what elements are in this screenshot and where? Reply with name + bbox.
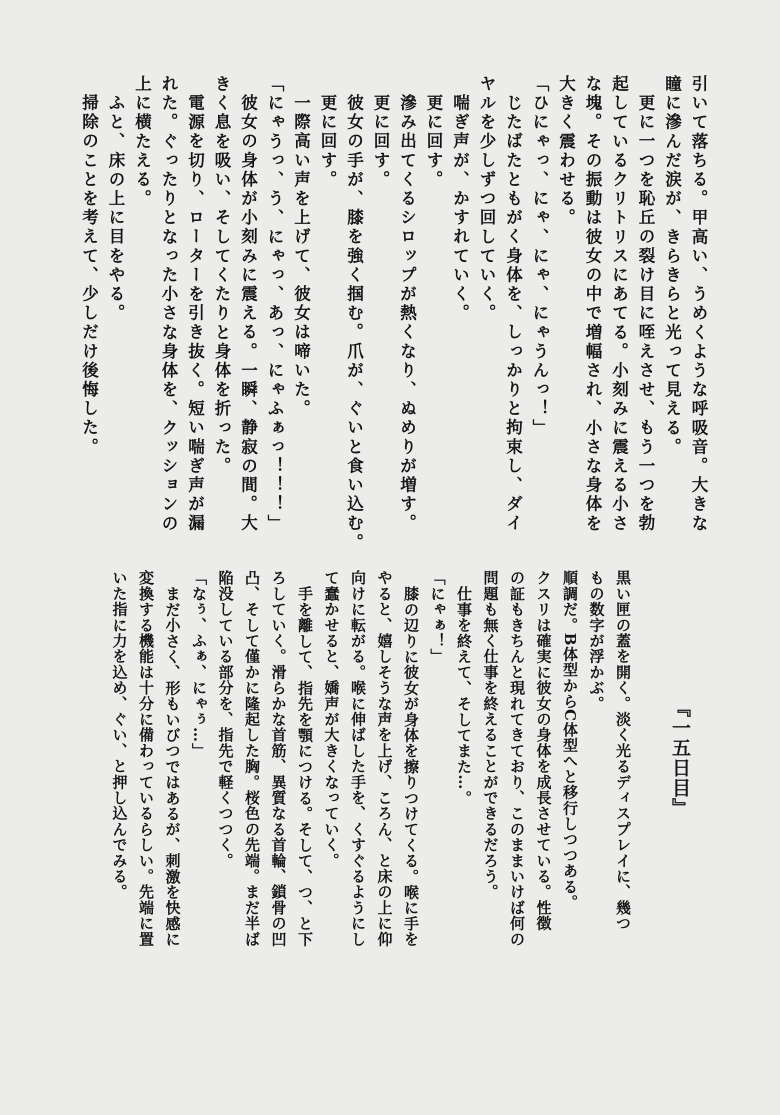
text-line: 滲み出てくるシロップが熱くなり、ぬめりが増す。 [397, 94, 417, 534]
text-line: 更に回す。 [371, 94, 390, 190]
text-line: 向けに転がる。喉に伸ばした手を、くすぐるようにし [349, 570, 367, 947]
text-line: 電源を切り、ローターを引き抜く。短い喘ぎ声が漏 [185, 94, 205, 534]
bottom-text-block [106, 570, 636, 960]
text-line: 変換する機能は十分に備わっているらしい。先端に置 [137, 570, 155, 947]
text-line: 黒い匣の蓋を開く。淡く光るディスプレイに、幾つ [614, 570, 632, 932]
text-line: 喘ぎ声が、かすれていく。 [450, 94, 470, 324]
text-line: 更に回す。 [424, 94, 443, 190]
text-line: 「ひにゃっ、にゃ、にゃ、にゃうんっ！」 [530, 75, 549, 438]
text-line: まだ小さく、形もいびつではあるが、刺激を快感に [163, 586, 182, 948]
text-line: 仕事を終えて、そしてまた…。 [455, 586, 473, 806]
text-line: 膝の辺りに彼女が身体を擦りつけてくる。喉に手を [402, 586, 420, 948]
text-line: 「にゃうっ、う、にゃっ、あっ、にゃふぁっ！！！」 [265, 75, 284, 534]
text-line: な塊。その振動は彼女の中で増幅され、小さな身体を [583, 75, 602, 534]
text-line: ヤルを少しずつ回していく。 [477, 75, 496, 324]
text-line: 大きく震わせる。 [556, 75, 576, 228]
text-line: 凸、そして僅かに隆起した胸。桜色の先端。まだ半ば [243, 570, 261, 947]
text-line: 問題も無く仕事を終えることができるだろう。 [481, 570, 500, 900]
text-line: て蠢かせると、嬌声が大きくなっていく。 [322, 570, 341, 869]
text-line: 更に回す。 [318, 94, 337, 190]
text-line: 掃除のことを考えて、少しだけ後悔した。 [79, 94, 99, 457]
text-line: 彼女の身体が小刻みに震える。一瞬、静寂の間。大 [238, 94, 258, 534]
chapter-title: 『一五日目』 [669, 698, 691, 818]
text-line: れた。ぐったりとなった小さな身体を、クッションの [159, 75, 178, 534]
text-line: 起しているクリトリスにあてる。小刻みに震える小さ [609, 75, 629, 534]
text-line: 上に横たえる。 [132, 75, 152, 209]
text-line: やると、嬉しそうな声を上げ、ころん、と床の上に仰 [375, 570, 394, 947]
text-line: 「にゃぁ！」 [428, 570, 447, 665]
text-line: 引いて落ちる。甲高い、うめくような呼吸音。大きな [689, 75, 708, 534]
text-line: いた指に力を込め、ぐい、と押し込んでみる。 [110, 570, 129, 900]
text-line: 手を離して、指先を顎につける。そして、つ、と下 [296, 586, 314, 948]
text-line: 陥没している部分を、指先で軽くつつく。 [216, 570, 235, 869]
text-line: 彼女の手が、膝を強く掴む。爪が、ぐいと食い込む。 [344, 94, 364, 553]
text-line: 一際高い声を上げて、彼女は啼いた。 [291, 94, 311, 419]
text-line: ふと、床の上に目をやる。 [106, 94, 125, 324]
top-text-block [75, 75, 711, 555]
text-line: クスリは確実に彼女の身体を成長させている。性徴 [534, 570, 553, 932]
text-line: 更に一つを恥丘の裂け目に咥えさせ、もう一つを勃 [636, 94, 655, 534]
text-line: の証もきちんと現れてきており、このままいけば何の [508, 570, 526, 947]
text-line: ろしていく。滑らかな首筋、異質なる首輪、鎖骨の凹 [269, 570, 288, 947]
text-line: じたばたともがく身体を、しっかりと拘束し、ダイ [503, 94, 523, 534]
text-line: 「なぅ、ふぁ、にゃぅ…」 [190, 570, 208, 759]
text-line: 順調だ。B体型からC体型へと移行しつつある。 [561, 570, 579, 911]
text-line: 瞳に滲んだ涙が、きらきらと光って見える。 [662, 75, 682, 457]
text-line: もの数字が浮かぶ。 [587, 570, 606, 712]
text-line: きく息を吸い、そしてくたりと身体を折った。 [212, 75, 231, 477]
